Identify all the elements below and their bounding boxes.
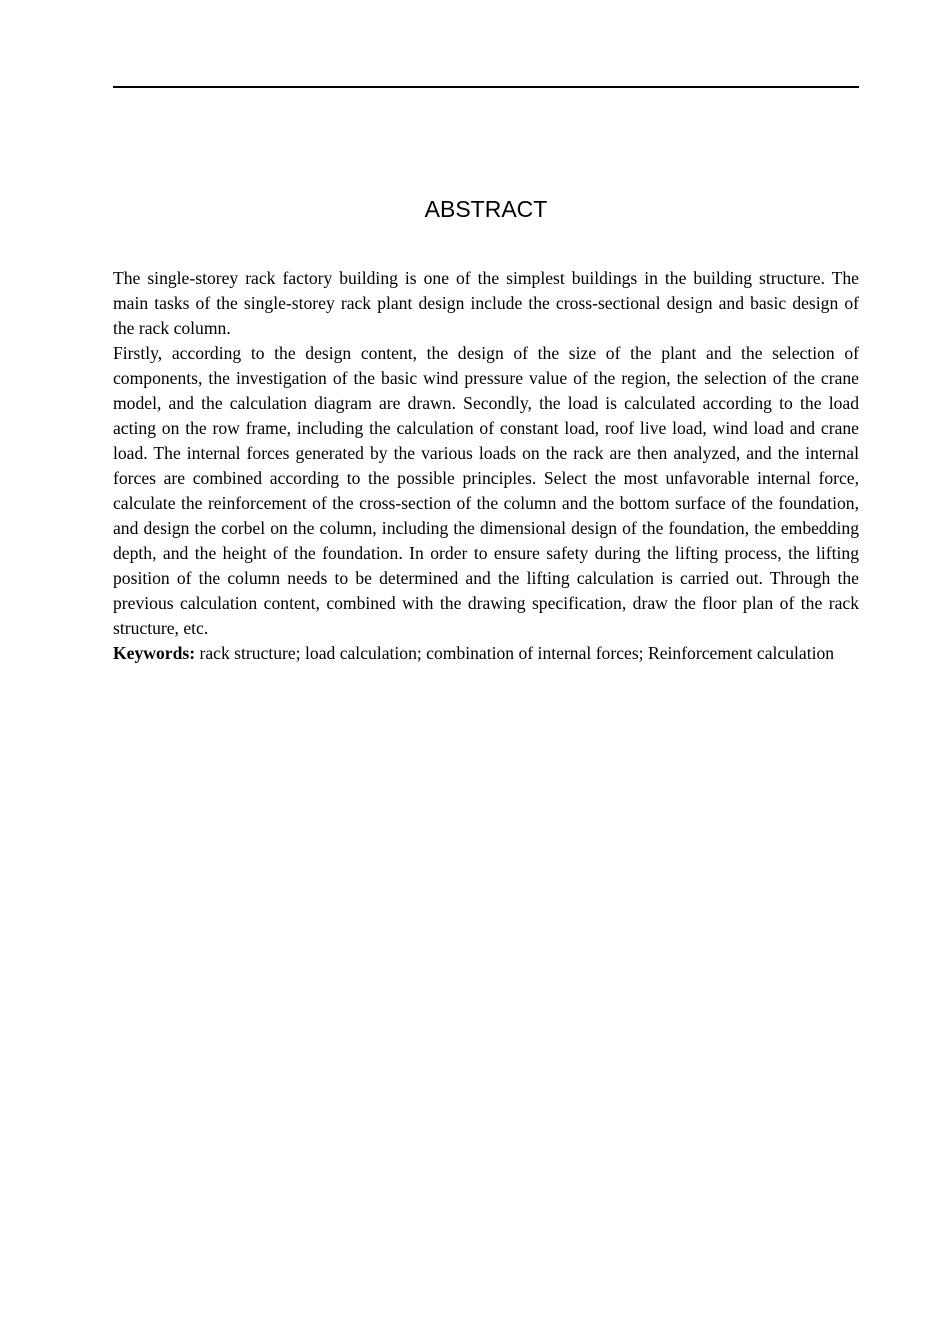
abstract-body [113,266,859,666]
header-rule [113,86,859,88]
abstract-paragraph-1: The single-storey rack factory building is one of the simplest buildings in the building structure. The main tasks of the single-storey rack plant design include the cross-sectional design and basic design of the rack column. [113,268,859,338]
keywords-text: rack structure; load calculation; combination of internal forces; Reinforcement calculation [195,643,835,663]
abstract-paragraph-2: Firstly, according to the design content, the design of the size of the plant and the selection of components, the investigation of the basic wind pressure value of the region, the selection of the crane model, and the calculation diagram are drawn. Secondly, the load is calculated according to the load acting on the row frame, including the calculation of constant load, roof live load, wind load and crane load. The internal forces generated by the various loads on the rack are then analyzed, and the internal forces are combined according to the possible principles. Select the most unfavorable internal force, calculate the reinforcement of the cross-section of the column and the bottom surface of the foundation, and design the corbel on the column, including the dimensional design of the foundation, the embedding depth, and the height of the foundation. In order to ensure safety during the lifting process, the lifting position of the column needs to be determined and the lifting calculation is carried out. Through the previous calculation content, combined with the drawing specification, draw the floor plan of the rack structure, etc. [113,343,859,638]
keywords-label: Keywords: [113,643,196,663]
keywords-line [113,641,859,666]
abstract-title: ABSTRACT [424,196,548,222]
